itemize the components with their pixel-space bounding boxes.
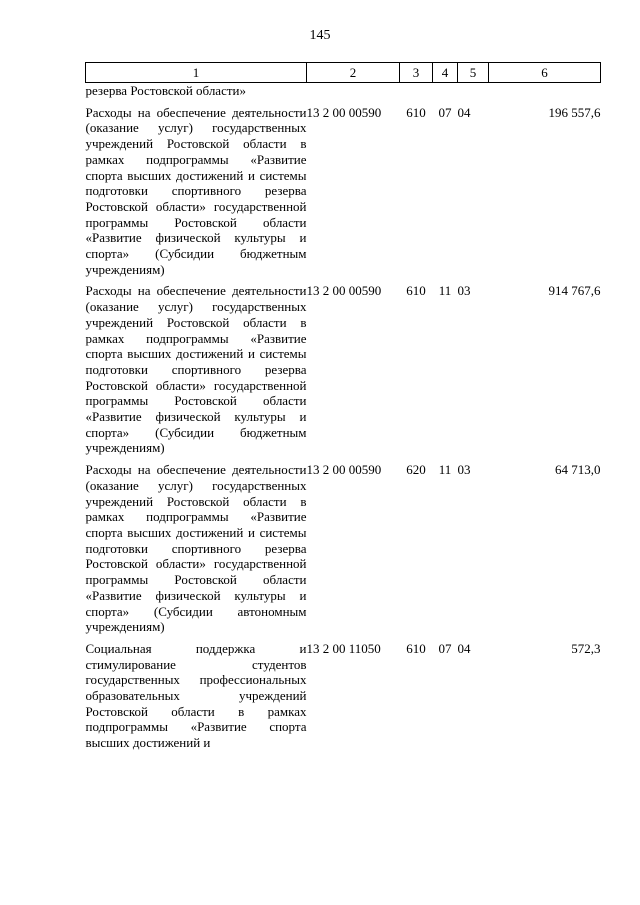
row-section: 07 xyxy=(438,640,452,656)
row-expense-type: 610 xyxy=(406,104,426,120)
row-amount xyxy=(489,83,601,99)
header-col-5: 5 xyxy=(458,63,489,83)
row-description: Расходы на обеспечение деятельности (оказание услуг) государственных учреждений Ростовской области в рамках подпрограммы «Развитие спорта высших достижений и системы подготовки спортивного резерва Ростовской области» государственной программы Ростовской области «Развитие физической культуры и спорта» (Субсидии бюджетным учреждениям) xyxy=(85,283,307,456)
row-subsection: 04 xyxy=(457,640,471,656)
row-subsection: 04 xyxy=(457,104,471,120)
header-col-2: 2 xyxy=(307,63,400,83)
table-row xyxy=(86,99,601,278)
row-description: Расходы на обеспечение деятельности (оказание услуг) государственных учреждений Ростовской области в рамках подпрограммы «Развитие спорта высших достижений и системы подготовки спортивного резерва Ростовской области» государственной программы Ростовской области «Развитие физической культуры и спорта» (Субсидии бюджетным учреждениям) xyxy=(85,104,307,277)
row-description: Расходы на обеспечение деятельности (оказание услуг) государственных учреждений Ростовской области в рамках подпрограммы «Развитие спорта высших достижений и системы подготовки спортивного резерва Ростовской области» государственной программы Ростовской области «Развитие физической культуры и спорта» (Субсидии автономным учреждениям) xyxy=(85,462,307,635)
row-section: 11 xyxy=(438,462,452,478)
header-col-4: 4 xyxy=(433,63,458,83)
row-target-code: 13 2 00 00590 xyxy=(306,104,382,120)
row-target-code: 13 2 00 11050 xyxy=(306,640,381,656)
header-row xyxy=(86,63,601,83)
page-number: 145 xyxy=(309,28,331,43)
row-amount: 572,3 xyxy=(571,640,601,656)
header-col-6: 6 xyxy=(489,63,601,83)
row-expense-type xyxy=(400,83,433,99)
table-row xyxy=(86,83,601,99)
header-col-1: 1 xyxy=(86,63,307,83)
row-target-code: 13 2 00 00590 xyxy=(306,283,382,299)
row-subsection: 03 xyxy=(457,462,471,478)
row-description: резерва Ростовской области» xyxy=(85,83,246,98)
row-amount: 64 713,0 xyxy=(555,462,601,478)
row-expense-type: 610 xyxy=(406,640,426,656)
row-section xyxy=(433,83,458,99)
budget-table xyxy=(85,62,601,751)
row-expense-type: 620 xyxy=(406,462,426,478)
row-description: Социальная поддержка и стимулирование студентов государственных профессиональных образовательных учреждений Ростовской области в рамках подпрограммы «Развитие спорта высших достижений и xyxy=(85,640,307,751)
row-section: 11 xyxy=(438,283,452,299)
row-amount: 196 557,6 xyxy=(548,104,601,120)
row-target-code: 13 2 00 00590 xyxy=(306,462,382,478)
row-amount: 914 767,6 xyxy=(548,283,601,299)
table-row xyxy=(86,635,601,751)
table-row xyxy=(86,456,601,635)
table-row xyxy=(86,277,601,456)
row-expense-type: 610 xyxy=(406,283,426,299)
row-target-code xyxy=(307,83,400,99)
row-subsection xyxy=(458,83,489,99)
header-col-3: 3 xyxy=(400,63,433,83)
row-subsection: 03 xyxy=(457,283,471,299)
row-section: 07 xyxy=(438,104,452,120)
